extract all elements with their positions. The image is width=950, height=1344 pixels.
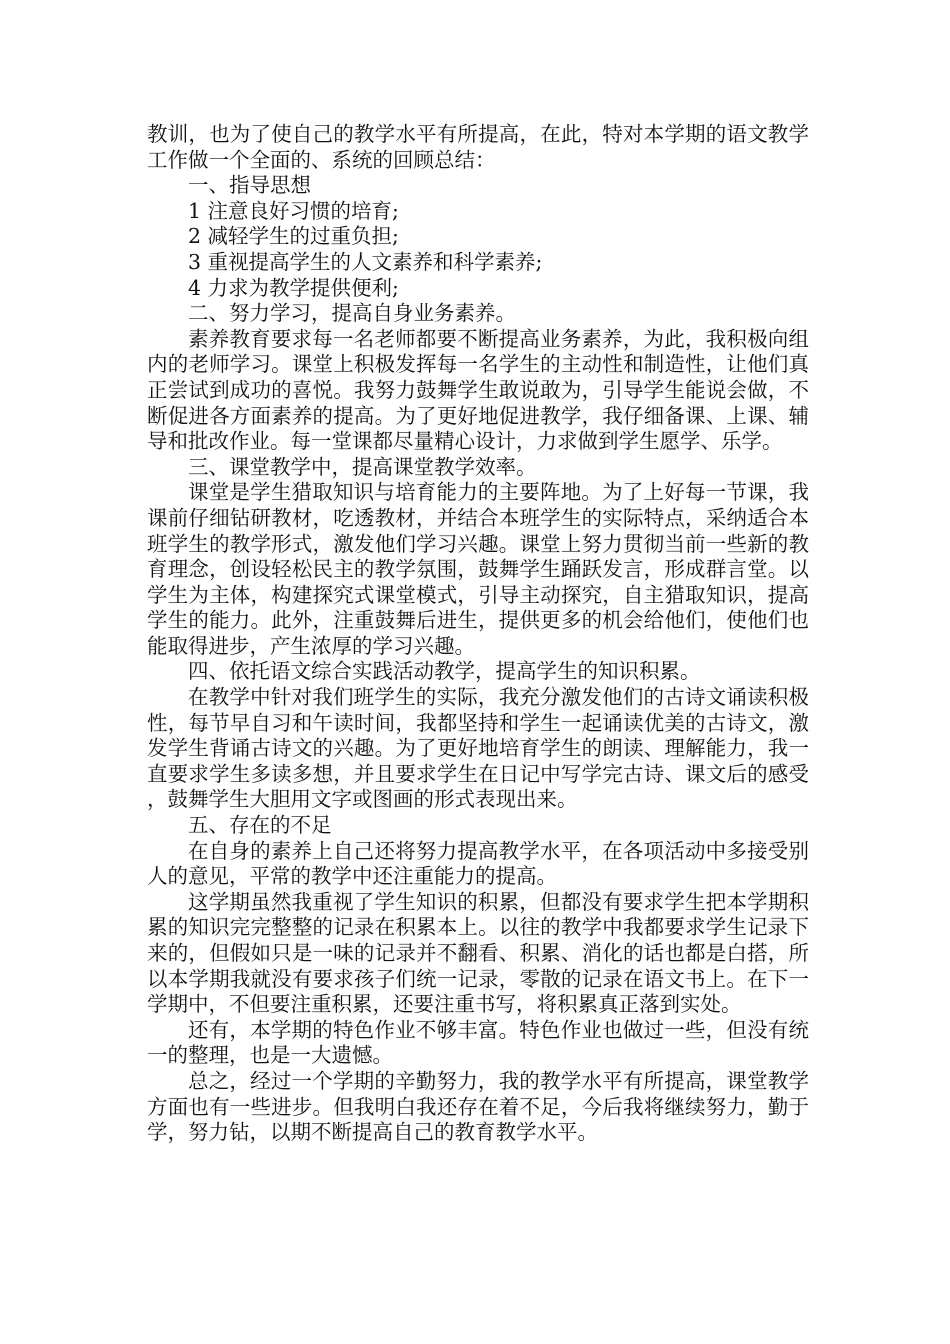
heading-study: 二、努力学习，提高自身业务素养。 [188, 301, 516, 326]
heading-shortcomings: 五、存在的不足 [188, 813, 332, 838]
list-item: 1 注意良好习惯的培育; [188, 198, 399, 223]
paragraph-conclusion: 总之，经过一个学期的辛勤努力，我的教学水平有所提高，课堂教学方面也有一些进步。但我明白我还存在着不足，今后我将继续努力，勤于学，努力钻，以期不断提高自己的教育教学水平。 [147, 1068, 809, 1145]
paragraph-shortcomings-2: 这学期虽然我重视了学生知识的积累，但都没有要求学生把本学期积累的知识完完整整的记录在积累本上。以往的教学中我都要求学生记录下来的，但假如只是一味的记录并不翻看、积累、消化的话也都是白搭，所以本学期我就没有要求孩子们统一记录，零散的记录在语文书上。在下一学期中，不但要注重积累，还要注重书写，将积累真正落到实处。 [147, 889, 809, 1017]
paragraph-practice: 在教学中针对我们班学生的实际，我充分激发他们的古诗文诵读积极性，每节早自习和午读时间，我都坚持和学生一起诵读优美的古诗文，激发学生背诵古诗文的兴趣。为了更好地培育学生的朗读、理解能力，我一直要求学生多读多想，并且要求学生在日记中写学完古诗、课文后的感受，鼓舞学生大胆用文字或图画的形式表现出来。 [147, 685, 809, 812]
paragraph-study: 素养教育要求每一名老师都要不断提高业务素养，为此，我积极向组内的老师学习。课堂上积极发挥每一名学生的主动性和制造性，让他们真正尝试到成功的喜悦。我努力鼓舞学生敢说敢为，引导学生能说会做，不断促进各方面素养的提高。为了更好地促进教学，我仔细备课、上课、辅导和批改作业。每一堂课都尽量精心设计，力求做到学生愿学、乐学。 [147, 326, 809, 454]
paragraph-shortcomings-3: 还有，本学期的特色作业不够丰富。特色作业也做过一些，但没有统一的整理，也是一大遗憾。 [147, 1017, 809, 1068]
paragraph-shortcomings-1: 在自身的素养上自己还将努力提高教学水平，在各项活动中多接受别人的意见，平常的教学中还注重能力的提高。 [147, 838, 809, 889]
heading-guiding-thought: 一、指导思想 [188, 173, 311, 198]
document-body [147, 122, 809, 1146]
list-item: 4 力求为教学提供便利; [188, 275, 399, 300]
heading-classroom: 三、课堂教学中，提高课堂教学效率。 [188, 454, 537, 479]
list-item: 3 重视提高学生的人文素养和科学素养; [188, 249, 543, 274]
paragraph-classroom: 课堂是学生猎取知识与培育能力的主要阵地。为了上好每一节课，我课前仔细钻研教材，吃透教材，并结合本班学生的实际特点，采纳适合本班学生的教学形式，激发他们学习兴趣。课堂上努力贯彻当前一些新的教育理念，创设轻松民主的教学氛围，鼓舞学生踊跃发言，形成群言堂。以学生为主体，构建探究式课堂模式，引导主动探究，自主猎取知识，提高学生的能力。此外，注重鼓舞后进生，提供更多的机会给他们，使他们也能取得进步，产生浓厚的学习兴趣。 [147, 480, 809, 658]
heading-practice: 四、依托语文综合实践活动教学，提高学生的知识积累。 [188, 659, 701, 684]
paragraph-intro: 教训，也为了使自己的教学水平有所提高，在此，特对本学期的语文教学工作做一个全面的、系统的回顾总结： [147, 122, 809, 172]
list-item: 2 减轻学生的过重负担; [188, 224, 399, 249]
